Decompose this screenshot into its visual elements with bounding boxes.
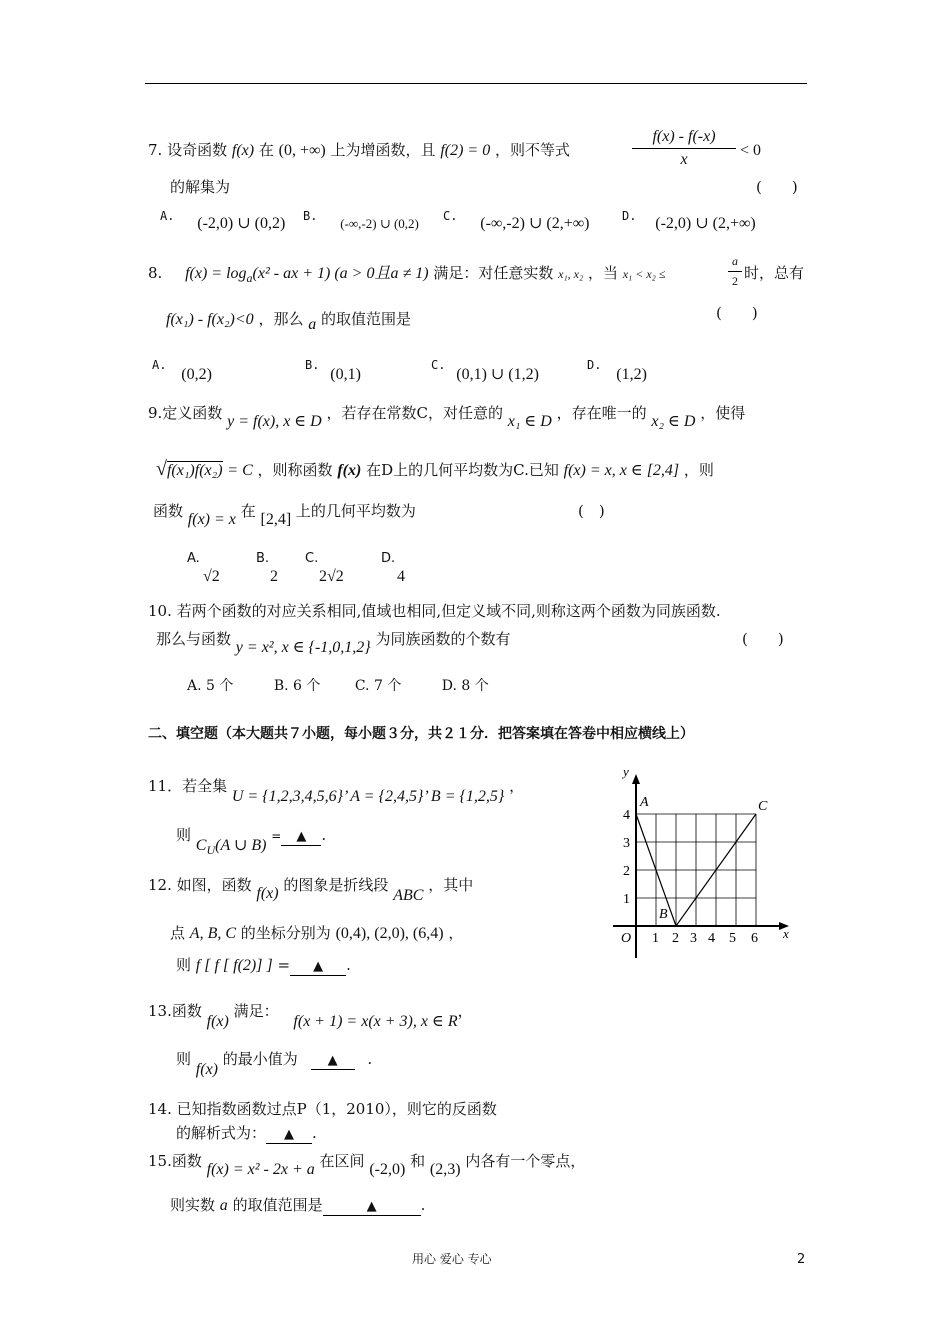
q8-line2: f(x₁) - f(x₂)<0 ，那么 a 的取值范围是	[166, 310, 412, 333]
point-b-label: B	[659, 907, 668, 922]
q14-line2: 的解析式为： ▲ .	[176, 1124, 317, 1142]
q8-option-d: D. (1,2)	[587, 358, 647, 383]
q12-answer-blank[interactable]: ▲	[290, 959, 346, 976]
x-axis-label: x	[783, 926, 789, 941]
q8-option-a: A. (0,2)	[152, 358, 212, 383]
q7-option-d: D. (-2,0) ∪ (2,+∞)	[622, 209, 756, 232]
x-tick-2: 2	[672, 931, 679, 946]
x-tick-3: 3	[690, 931, 697, 946]
page-footer: 用心 爱心 专心	[412, 1252, 492, 1266]
q8-option-b: B. (0,1)	[305, 358, 361, 383]
q9-answer-paren: ( )	[578, 502, 605, 520]
q8-fraction: a 2	[728, 254, 742, 289]
q9-option-c: C. 2√2	[305, 551, 344, 585]
q14-line1: 14. 已知指数函数过点P（1，2010），则它的反函数	[148, 1100, 497, 1118]
q10-options: A. 5 个 B. 6 个 C. 7 个 D. 8 个	[187, 678, 489, 694]
header-rule	[145, 83, 807, 84]
q8-line1: 8. $f(x) = \log_a(x^2$ - ax + 1) (a > 0且a ≠ 1) 满足：对任意实数 x₁, x₂ ，当 x₁ < x₂ ≤	[148, 264, 666, 285]
q7-answer-paren: ( )	[756, 178, 798, 196]
q10-line1: 10. 若两个函数的对应关系相同,值域也相同,但定义域不同,则称这两个函数为同族函数.	[148, 602, 721, 620]
q9-option-b: B. 2	[256, 551, 278, 585]
q9-option-d: D. 4	[381, 551, 405, 585]
y-tick-3: 3	[623, 836, 630, 851]
y-tick-4: 4	[623, 808, 630, 823]
q11-answer-blank[interactable]: ▲	[281, 829, 321, 846]
q12-graph	[605, 760, 805, 965]
q8-answer-paren: ( )	[716, 304, 758, 322]
x-tick-5: 5	[729, 931, 736, 946]
q7-option-c: C. (-∞,-2) ∪ (2,+∞)	[443, 209, 590, 232]
q11-line2: 则 $C_U(A$ ∪ B) = ▲ .	[176, 826, 327, 857]
y-tick-2: 2	[623, 864, 630, 879]
origin-label: O	[621, 931, 632, 946]
q12-line3: 则 f [ f [ f(2)] ] = ▲ .	[176, 956, 351, 974]
q9-line2: √f(x₁)f(x₂) = C ，则称函数 f(x) 在D上的几何平均数为C.已知 f(x) = x, x ∈ [2,4] ，则	[156, 458, 714, 480]
q7-line2: 的解集为	[170, 178, 231, 196]
q13-line2: 则 f(x) 的最小值为 ▲ .	[176, 1050, 373, 1078]
q14-answer-blank[interactable]: ▲	[266, 1127, 312, 1144]
y-tick-1: 1	[623, 892, 630, 907]
q8-option-c: C. (0,1) ∪ (1,2)	[431, 358, 539, 383]
point-a-label: A	[640, 795, 649, 810]
q7-lt0: < 0	[740, 142, 762, 159]
q7-fraction: f(x) - f(-x) x	[632, 128, 736, 169]
q15-line1: 15.函数 f(x) = x² - 2x + a 在区间 (-2,0) 和 (2,3) 内各有一个零点，	[148, 1152, 586, 1178]
q7-line1: 7. 设奇函数 f(x) 在 (0, +∞) 上为增函数，且 f(2) = 0 ，则不等式	[148, 141, 571, 159]
q12-line2: 点 A, B, C 的坐标分别为 (0,4), (2,0), (6,4) ，	[170, 924, 464, 942]
q10-line2: 那么与函数 y = x², x ∈ {-1,0,1,2} 为同族函数的个数有	[156, 630, 511, 656]
q15-line2: 则实数 a 的取值范围是 ▲ .	[170, 1196, 426, 1214]
q11-line1: 11．若全集 U = {1,2,3,4,5,6}’ A = {2,4,5}’ B = {1,2,5} ，	[148, 777, 525, 805]
q7-option-b: B. (-∞,-2) ∪ (0,2)	[303, 209, 419, 231]
point-c-label: C	[758, 799, 768, 814]
q10-answer-paren: ( )	[742, 630, 784, 648]
q15-answer-blank[interactable]: ▲	[323, 1199, 421, 1216]
graph-grid	[636, 814, 756, 926]
section-heading-fill-in: 二、填空题（本大题共７小题，每小题３分，共２１分．把答案填在答卷中相应横线上）	[148, 726, 694, 742]
q9-line1: 9.定义函数 y = f(x), x ∈ D ，若存在常数C，对任意的 x₁ ∈ D ，存在唯一的 x₂ ∈ D ，使得	[148, 404, 746, 430]
q13-line1: 13.函数 f(x) 满足： f(x + 1) = x(x + 3), x ∈ R，	[148, 1002, 473, 1030]
q9-line3: 函数 f(x) = x 在 [2,4] 上的几何平均数为	[153, 502, 416, 528]
page-number: 2	[797, 1252, 806, 1267]
x-tick-6: 6	[751, 931, 758, 946]
q8-t3: 时，总有	[744, 264, 805, 282]
y-axis-label: y	[623, 764, 629, 779]
x-tick-4: 4	[708, 931, 715, 946]
q12-line1: 12. 如图，函数 f(x) 的图象是折线段 ABC ，其中	[148, 876, 474, 904]
x-tick-1: 1	[652, 931, 659, 946]
q9-option-a: A. √2	[187, 551, 220, 585]
q7-option-a: A. (-2,0) ∪ (0,2)	[160, 209, 286, 232]
y-axis-arrow	[632, 774, 640, 784]
q13-answer-blank[interactable]: ▲	[311, 1053, 355, 1070]
